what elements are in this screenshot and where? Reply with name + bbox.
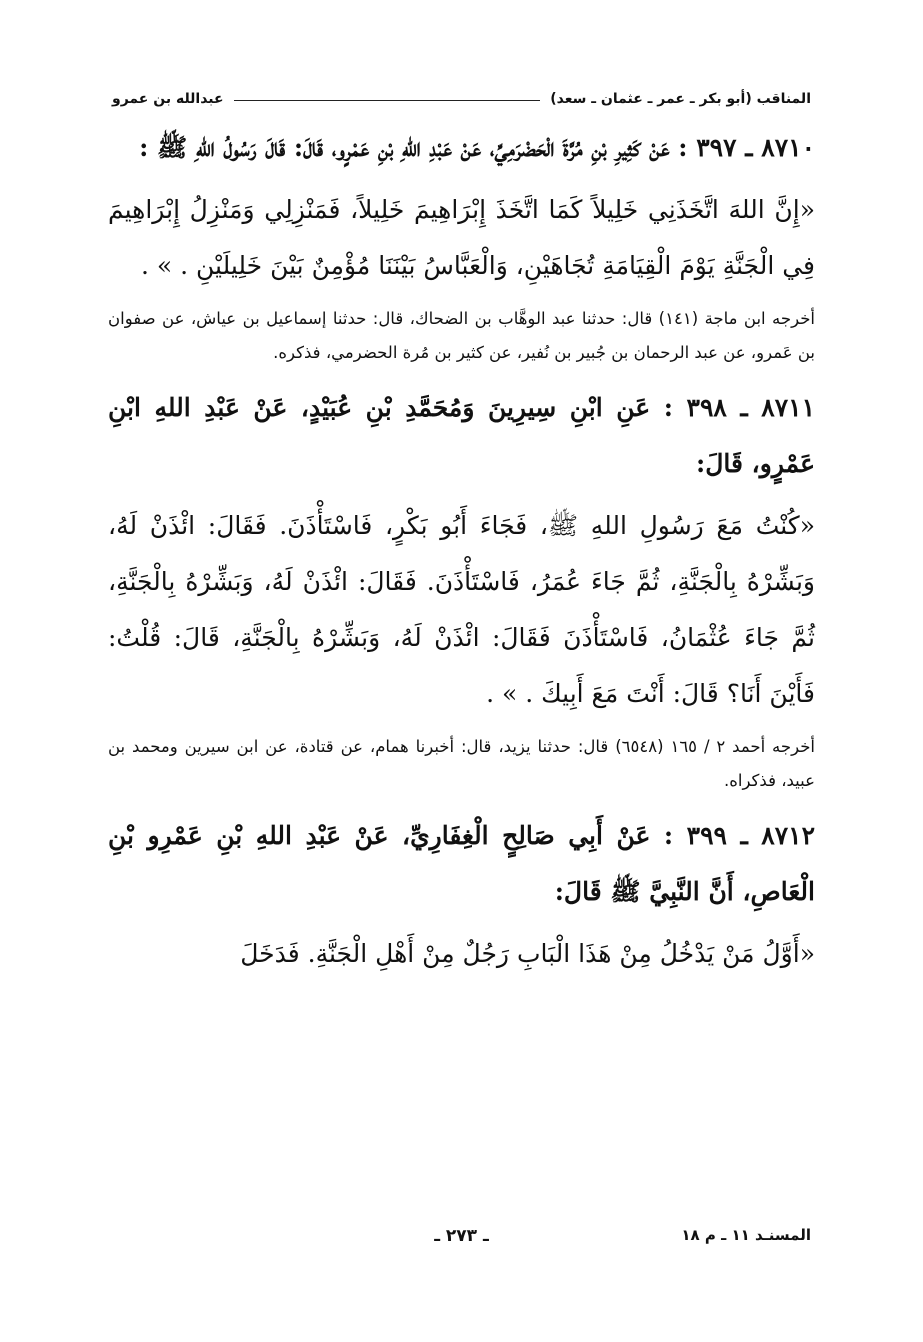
- hadith-text: «أَوَّلُ مَنْ يَدْخُلُ مِنْ هَذَا الْبَابِ رَجُلٌ مِنْ أَهْلِ الْجَنَّةِ. فَدَخَلَ: [240, 939, 815, 968]
- takhrij-note: أخرجه أحمد ٢ / ١٦٥ (٦٥٤٨) قال: حدثنا يزيد، قال: أخبرنا همام، عن قتادة، عن ابن سيرين ومحمد بن عبيد، فذكراه.: [108, 737, 815, 790]
- takhrij-note: أخرجه ابن ماجة (١٤١) قال: حدثنا عبد الوهَّاب بن الضحاك، قال: حدثنا إسماعيل بن عياش، عن صفوان بن عَمرو، عن عبد الرحمان بن جُبير بن نُفير، عن كثير بن مُرة الحضرمي، فذكره.: [108, 309, 815, 362]
- volume-signature: المسنـد ١١ ـ م ١٨: [681, 1226, 811, 1244]
- hadith-chain: ٨٧١٠ ـ ٣٩٧ : عَنْ كَثِيرِ بْنِ مُرَّةَ الْحَضْرَمِيِّ، عَنْ عَبْدِ اللهِ بْنِ عَمْرٍو، قَالَ: قَالَ رَسُولُ اللهِ ﷺ :: [139, 133, 815, 162]
- running-header: [112, 84, 811, 114]
- page-body: [108, 120, 815, 982]
- header-narrator: عبدالله بن عمرو: [112, 91, 224, 107]
- hadith-text: «كُنْتُ مَعَ رَسُولِ اللهِ ﷺ، فَجَاءَ أَبُو بَكْرٍ، فَاسْتَأْذَنَ. فَقَالَ: ائْذَنْ لَهُ، وَبَشِّرْهُ بِالْجَنَّةِ، ثُمَّ جَاءَ عُمَرُ، فَاسْتَأْذَنَ. فَقَالَ: ائْذَنْ لَهُ، وَبَشِّرْهُ بِالْجَنَّةِ، ثُمَّ جَاءَ عُثْمَانُ، فَاسْتَأْذَنَ فَقَالَ: ائْذَنْ لَهُ، وَبَشِّرْهُ بِالْجَنَّةِ، قَالَ: قُلْتُ: فَأَيْنَ أَنَا؟ قَالَ: أَنْتَ مَعَ أَبِيكَ . » .: [108, 511, 815, 708]
- page-number: ـ ٢٧٣ ـ: [434, 1226, 489, 1246]
- header-rule: [234, 100, 541, 101]
- hadith-chain: ٨٧١١ ـ ٣٩٨ : عَنِ ابْنِ سِيرِينَ وَمُحَمَّدِ بْنِ عُبَيْدٍ، عَنْ عَبْدِ اللهِ ابْنِ عَمْرٍو، قَالَ:: [108, 393, 815, 478]
- header-section-title: المناقب (أبو بكر ـ عمر ـ عثمان ـ سعد): [550, 91, 811, 107]
- hadith-chain: ٨٧١٢ ـ ٣٩٩ : عَنْ أَبِي صَالِحٍ الْغِفَارِيِّ، عَنْ عَبْدِ اللهِ بْنِ عَمْرِو بْنِ الْعَاصِ، أَنَّ النَّبِيَّ ﷺ قَالَ:: [108, 821, 816, 906]
- page-footer: [112, 1226, 811, 1256]
- hadith-text: «إِنَّ اللهَ اتَّخَذَنِي خَلِيلاً كَمَا اتَّخَذَ إِبْرَاهِيمَ خَلِيلاً، فَمَنْزِلِي وَمَنْزِلُ إِبْرَاهِيمَ فِي الْجَنَّةِ يَوْمَ الْقِيَامَةِ تُجَاهَيْنِ، وَالْعَبَّاسُ بَيْنَنَا مُؤْمِنٌ بَيْنَ خَلِيلَيْنِ . » .: [108, 195, 815, 280]
